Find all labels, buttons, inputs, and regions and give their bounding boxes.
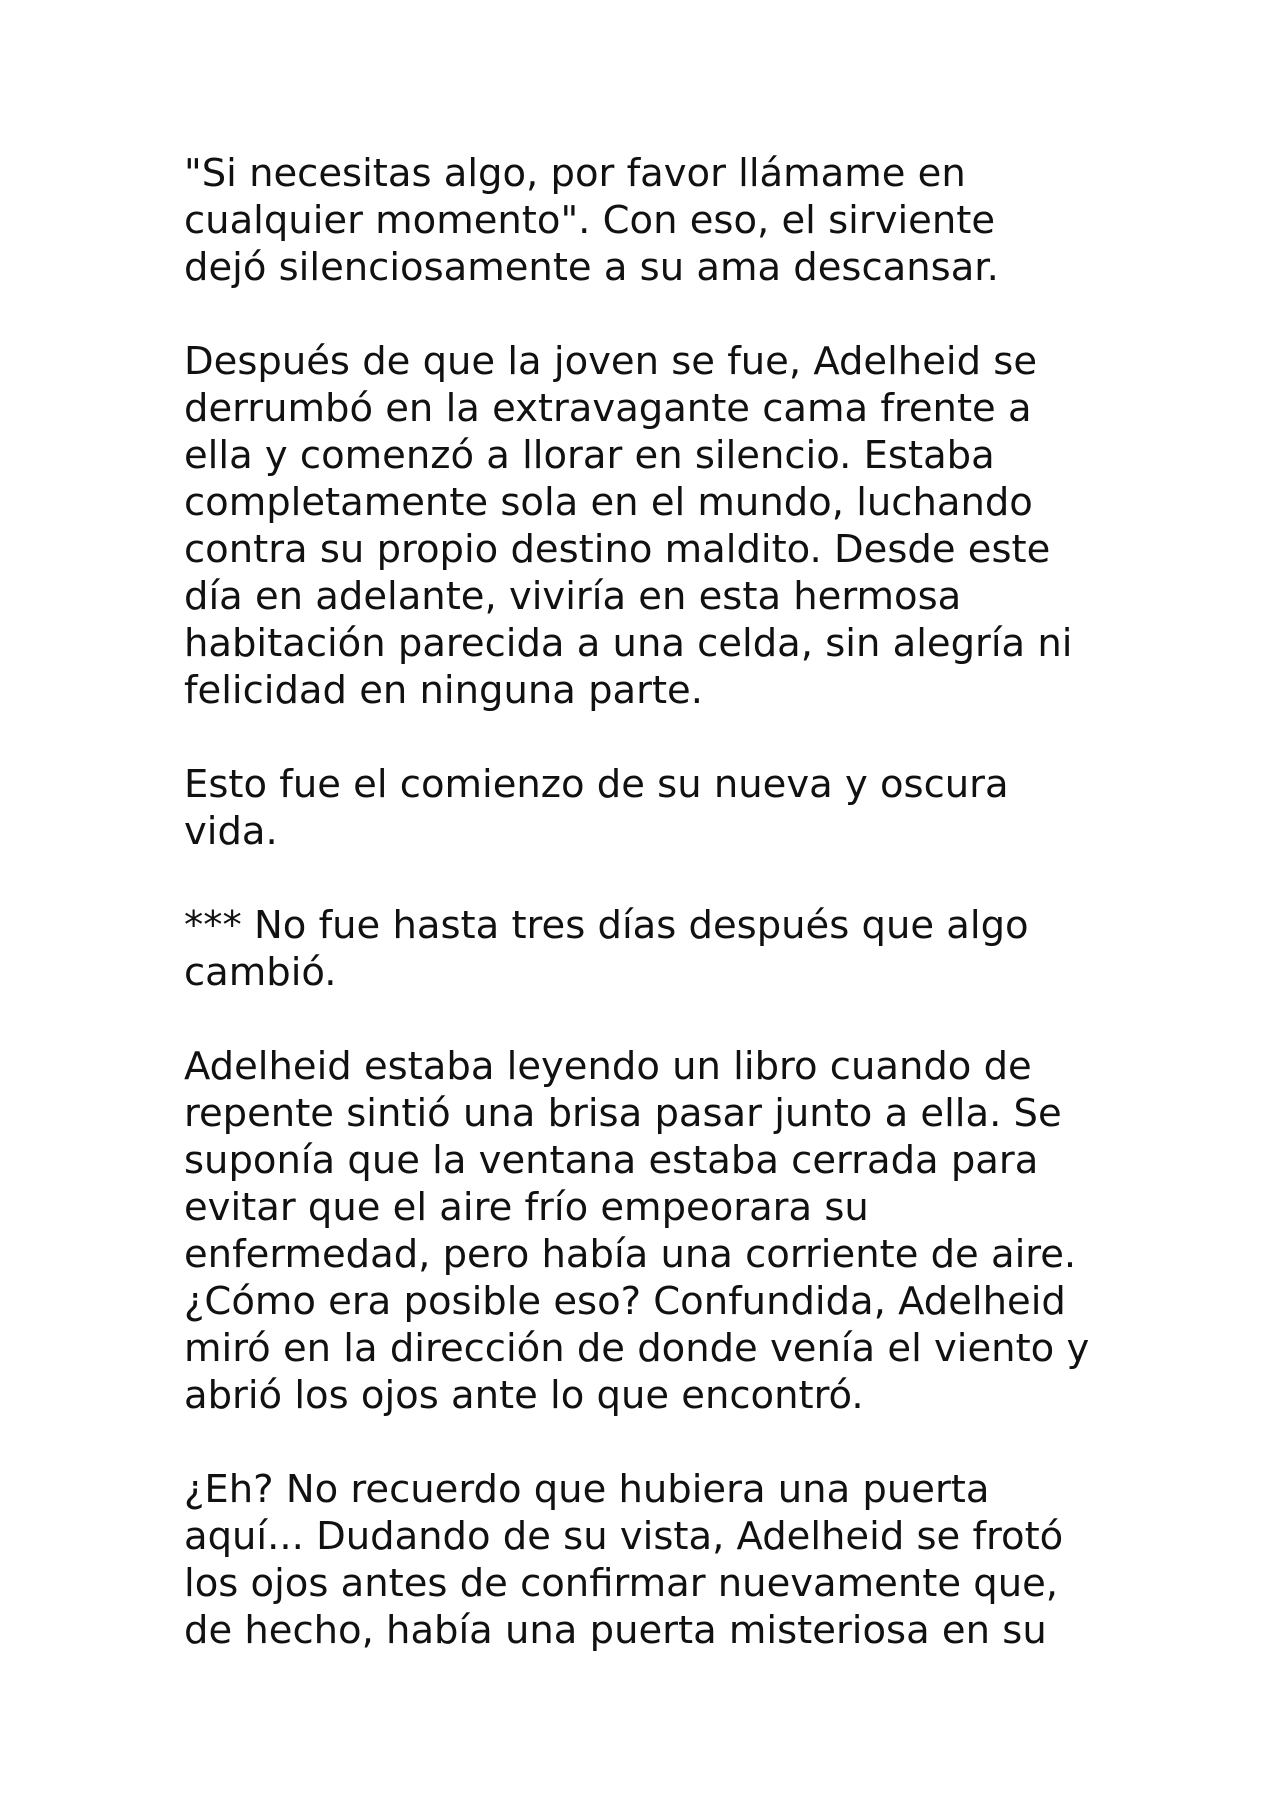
document-page <box>184 150 1184 1654</box>
text-line: derrumbó en la extravagante cama frente a <box>184 386 1032 431</box>
paragraph-4 <box>184 902 1184 996</box>
text-line: Adelheid estaba leyendo un libro cuando de <box>184 1044 1032 1089</box>
text-line: abrió los ojos ante lo que encontró. <box>184 1373 864 1418</box>
text-line: habitación parecida a una celda, sin alegría ni <box>184 621 1073 666</box>
text-line: suponía que la ventana estaba cerrada para <box>184 1138 1039 1183</box>
text-line: evitar que el aire frío empeorara su <box>184 1185 869 1230</box>
paragraph-1 <box>184 150 1184 291</box>
text-line: ¿Eh? No recuerdo que hubiera una puerta <box>184 1467 990 1512</box>
text-line: cambió. <box>184 950 337 995</box>
paragraph-3 <box>184 761 1184 855</box>
text-line: repente sintió una brisa pasar junto a ella. Se <box>184 1091 1062 1136</box>
text-line: "Si necesitas algo, por favor llámame en <box>184 151 966 196</box>
text-line: Esto fue el comienzo de su nueva y oscura <box>184 762 1009 807</box>
text-line: completamente sola en el mundo, luchando <box>184 480 1033 525</box>
text-line: aquí... Dudando de su vista, Adelheid se frotó <box>184 1514 1064 1559</box>
paragraph-2 <box>184 338 1184 714</box>
text-line: vida. <box>184 809 278 854</box>
text-line: *** No fue hasta tres días después que algo <box>184 903 1029 948</box>
text-line: ella y comenzó a llorar en silencio. Estaba <box>184 433 995 478</box>
text-line: día en adelante, viviría en esta hermosa <box>184 574 962 619</box>
text-line: de hecho, había una puerta misteriosa en su <box>184 1608 1047 1653</box>
text-line: contra su propio destino maldito. Desde este <box>184 527 1051 572</box>
paragraph-6 <box>184 1466 1184 1654</box>
text-line: felicidad en ninguna parte. <box>184 668 703 713</box>
text-line: dejó silenciosamente a su ama descansar. <box>184 245 999 290</box>
text-line: ¿Cómo era posible eso? Confundida, Adelheid <box>184 1279 1066 1324</box>
text-line: miró en la dirección de donde venía el viento y <box>184 1326 1090 1371</box>
text-line: cualquier momento". Con eso, el sirviente <box>184 198 996 243</box>
paragraph-5 <box>184 1043 1184 1419</box>
text-line: enfermedad, pero había una corriente de aire. <box>184 1232 1077 1277</box>
text-line: Después de que la joven se fue, Adelheid se <box>184 339 1038 384</box>
text-line: los ojos antes de confirmar nuevamente que, <box>184 1561 1059 1606</box>
